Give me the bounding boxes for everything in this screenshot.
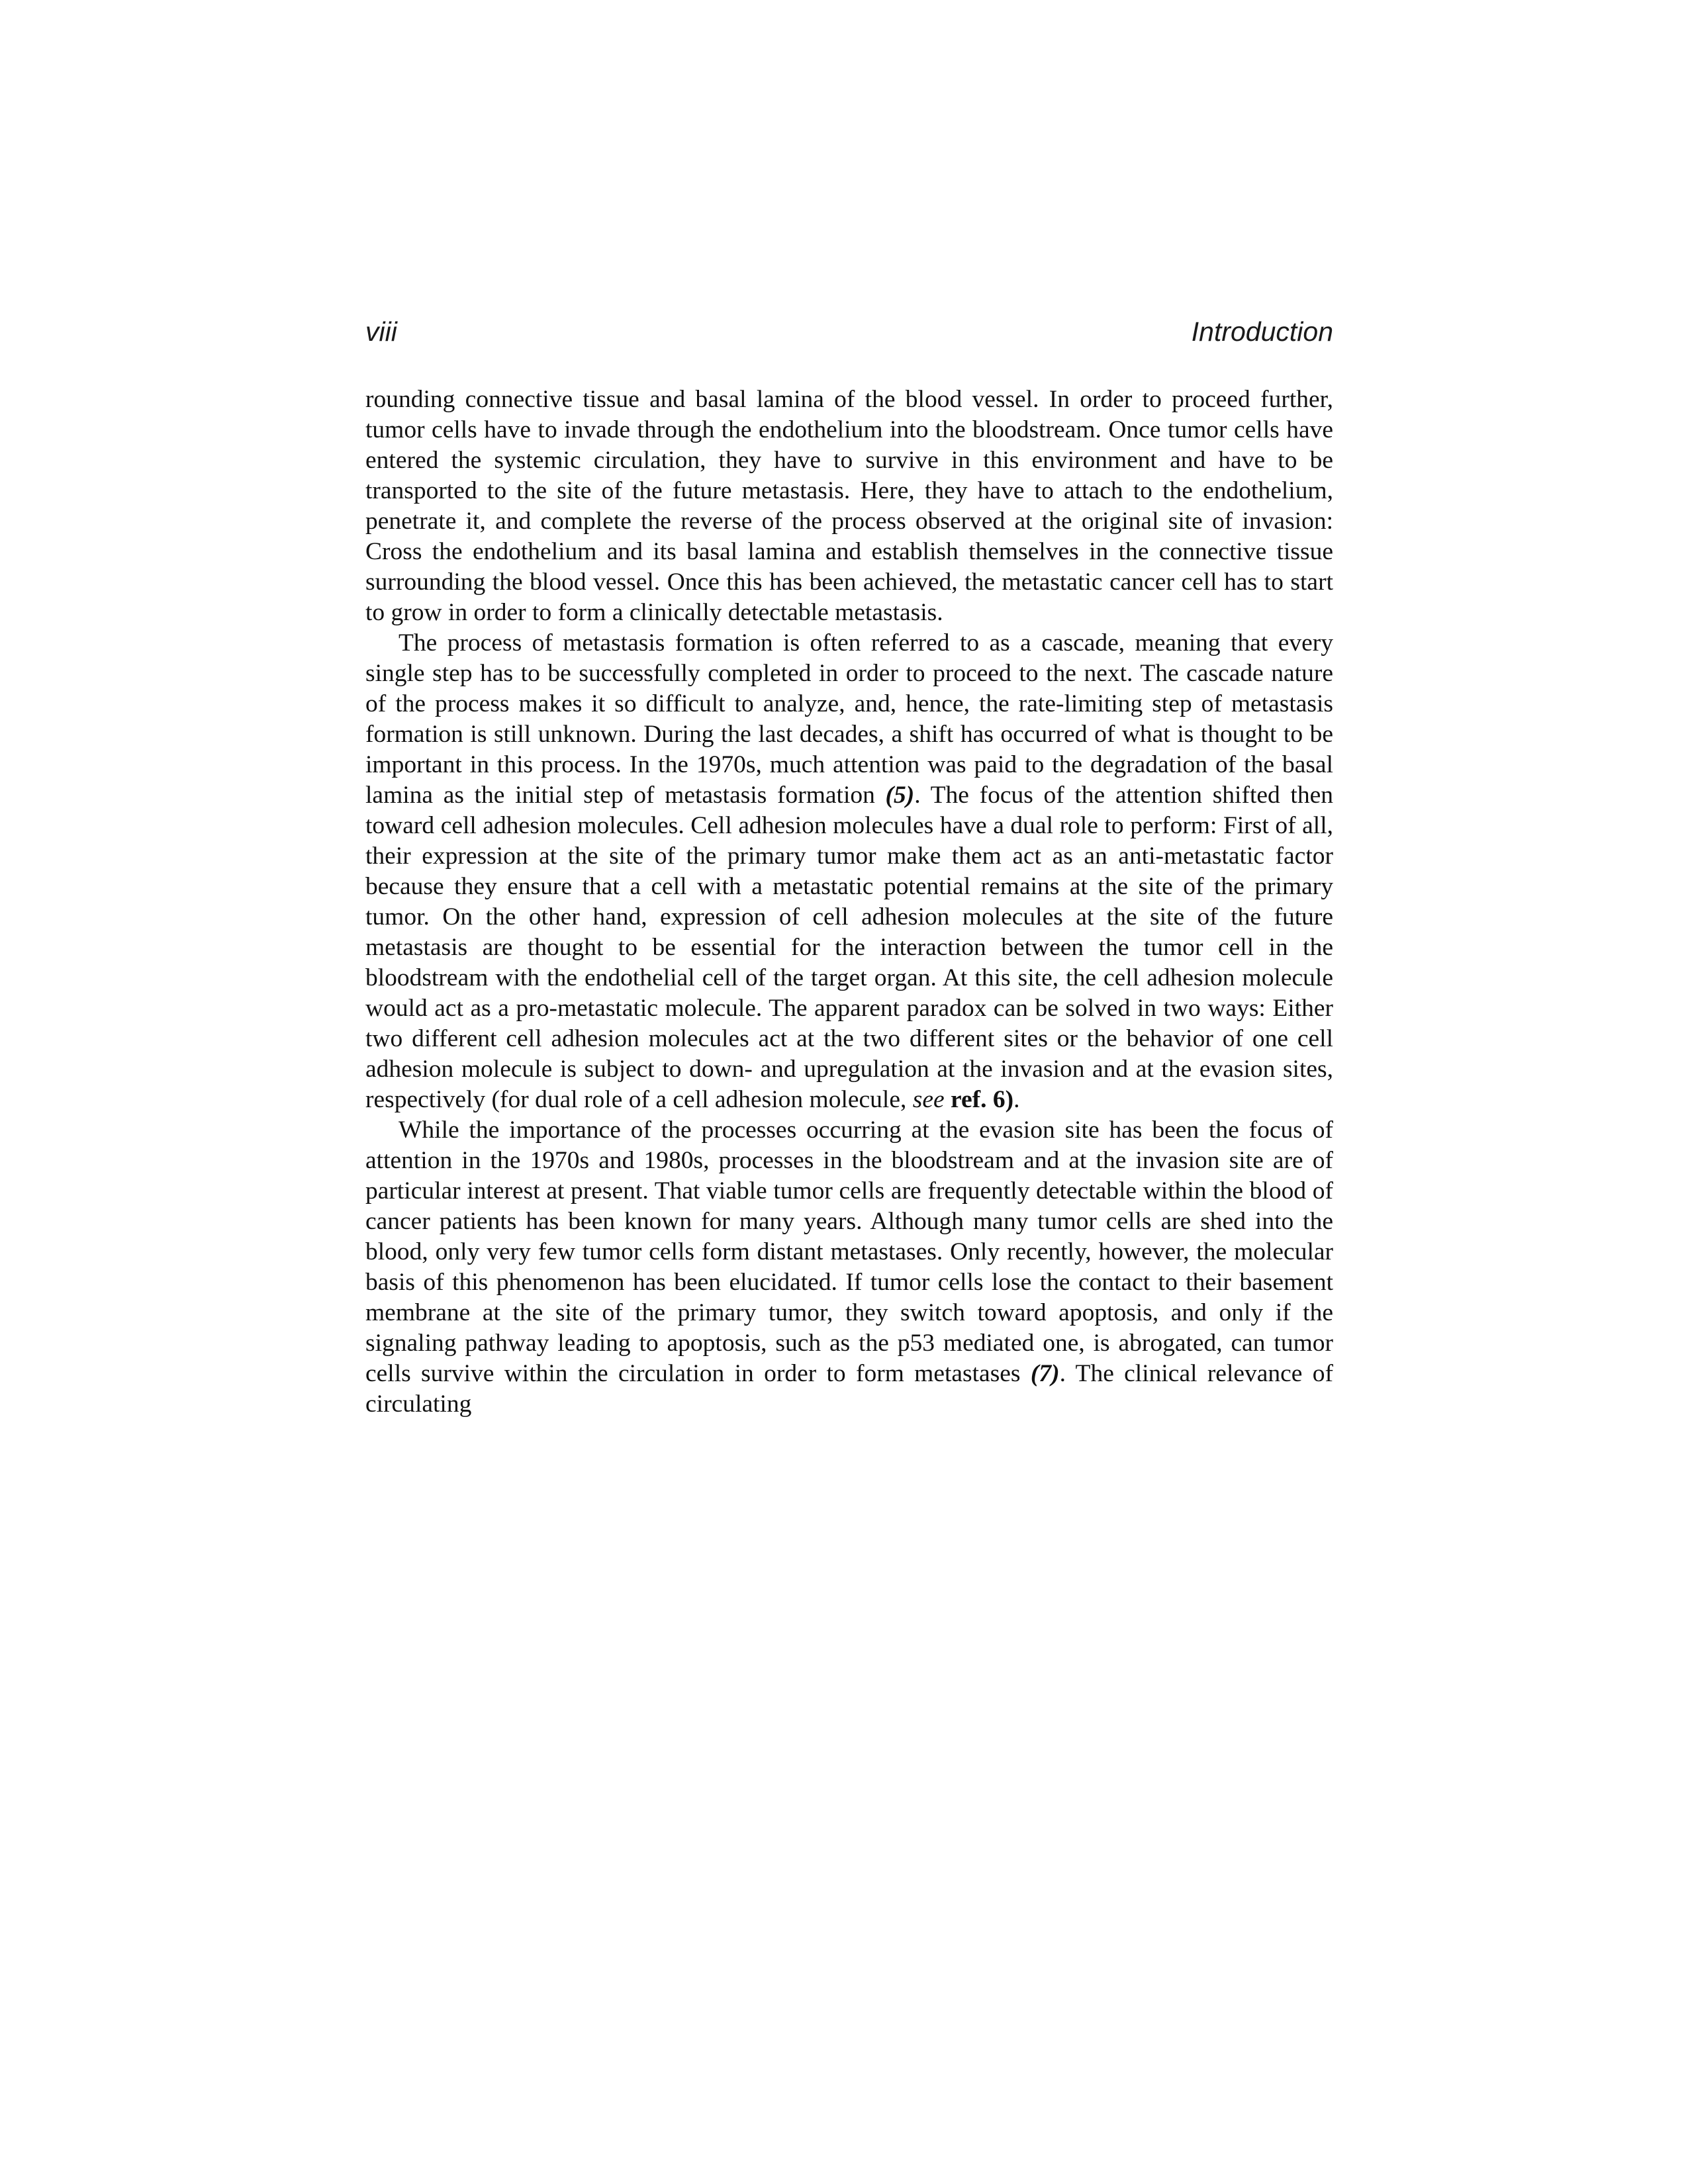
paragraph xyxy=(365,628,1333,1115)
text-segment: . The focus of the attention shifted then toward cell adhesion molecules. Cell adhesion molecules have a dual role to perform: First of all, their expression at the site of the primary tumor make them act as an anti-metastatic factor because they ensure that a cell with a metastatic potential remains at the site of the primary tumor. On the other hand, expression of cell adhesion molecules at the site of the future metastasis are thought to be essential for the interaction between the tumor cell in the bloodstream with the endothelial cell of the target organ. At this site, the cell adhesion molecule would act as a pro-metastatic molecule. The apparent paradox can be solved in two ways: Either two different cell adhesion molecules act at the two different sites or the behavior of one cell adhesion molecule is subject to down- and upregulation at the invasion and at the evasion sites, respectively (for dual role of a cell adhesion molecule, xyxy=(365,782,1333,1113)
text-segment: . The clinical relevance of circulating xyxy=(365,1360,1333,1418)
body-text xyxy=(365,385,1333,1420)
page-header xyxy=(365,316,1333,347)
text-segment: . xyxy=(1013,1086,1020,1113)
paragraph xyxy=(365,385,1333,628)
text-segment: While the importance of the processes occurring at the evasion site has been the focus of attention in the 1970s and 1980s, processes in the bloodstream and at the invasion site are of particular interest at present. That viable tumor cells are frequently detectable within the blood of cancer patients has been known for many years. Although many tumor cells are shed into the blood, only very few tumor cells form distant metastases. Only recently, however, the molecular basis of this phenomenon has been elucidated. If tumor cells lose the contact to their basement membrane at the site of the primary tumor, they switch toward apoptosis, and only if the signaling pathway leading to apoptosis, such as the p53 mediated one, is abrogated, can tumor cells survive within the circulation in order to form metastases xyxy=(365,1116,1333,1387)
text-segment: see xyxy=(912,1086,945,1113)
running-title: Introduction xyxy=(1191,316,1333,347)
text-segment: (5) xyxy=(885,782,915,809)
text-segment: rounding connective tissue and basal lamina of the blood vessel. In order to proceed further, tumor cells have to invade through the endothelium into the bloodstream. Once tumor cells have entered the systemic circulation, they have to survive in this environment and have to be transported to the site of the future metastasis. Here, they have to attach to the endothelium, penetrate it, and complete the reverse of the process observed at the original site of invasion: Cross the endothelium and its basal lamina and establish themselves in the connective tissue surrounding the blood vessel. Once this has been achieved, the metastatic cancer cell has to start to grow in order to form a clinically detectable metastasis. xyxy=(365,386,1333,626)
paragraph xyxy=(365,1115,1333,1420)
text-segment: ref. 6) xyxy=(951,1086,1014,1113)
page-number: viii xyxy=(365,316,397,347)
text-segment: The process of metastasis formation is often referred to as a cascade, meaning that every single step has to be successfully completed in order to proceed to the next. The cascade nature of the process makes it so difficult to analyze, and, hence, the rate-limiting step of metastasis formation is still unknown. During the last decades, a shift has occurred of what is thought to be important in this process. In the 1970s, much attention was paid to the degradation of the basal lamina as the initial step of metastasis formation xyxy=(365,629,1333,809)
page xyxy=(365,316,1333,1420)
text-segment xyxy=(945,1086,951,1113)
text-segment: (7) xyxy=(1030,1360,1060,1387)
